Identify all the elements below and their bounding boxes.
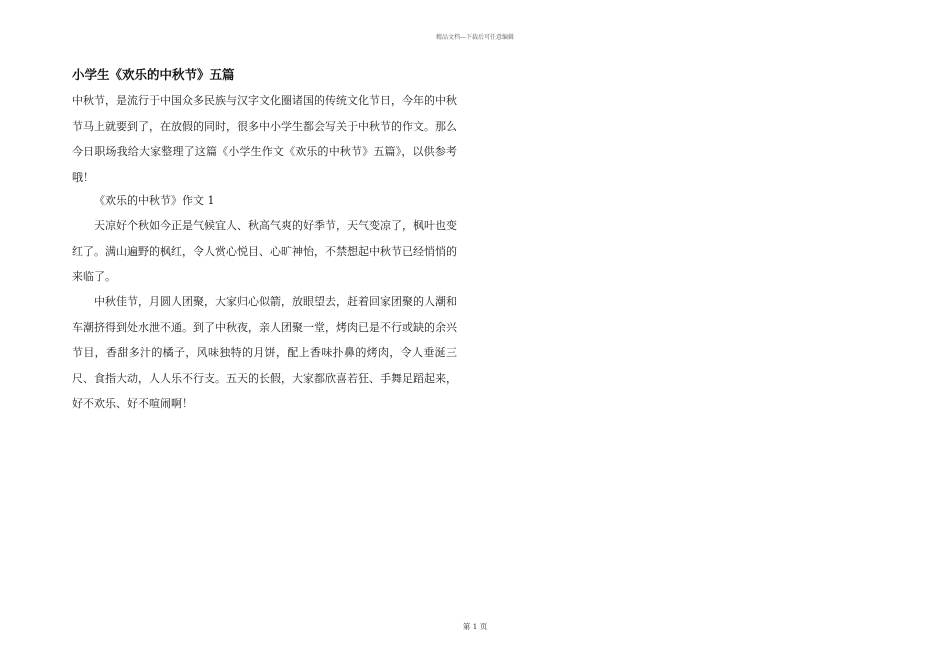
paragraph-two-section [72, 289, 457, 417]
page-number: 第 1 页 [462, 622, 488, 631]
intro-paragraph: 中秋节，是流行于中国众多民族与汉字文化圈诸国的传统文化节日，今年的中秋节马上就要到了，在放假的同时，很多中小学生都会写关于中秋节的作文。那么今日职场我给大家整理了这篇《小学生作文《欢乐的中秋节》五篇》，以供参考哦！ [72, 94, 457, 184]
intro-section [72, 88, 457, 190]
essay-title: 《欢乐的中秋节》作文 1 [94, 194, 215, 207]
paragraph-two: 中秋佳节，月圆人团聚，大家归心似箭，放眼望去，赶着回家团聚的人潮和车潮挤得到处水泄不通。到了中秋夜，亲人团聚一堂，烤肉已是不行或缺的余兴节目，香甜多汁的橘子，风味独特的月饼，配上香味扑鼻的烤肉，令人垂涎三尺、食指大动，人人乐不行支。五天的长假，大家都欣喜若狂、手舞足蹈起来，好不欢乐、好不喧闹啊！ [72, 295, 457, 410]
paragraph-one-section [72, 213, 457, 290]
page-header-note: 精品文档---下载后可任意编辑 [435, 34, 515, 41]
paragraph-one: 天凉好个秋如今正是气候宜人、秋高气爽的好季节，天气变凉了，枫叶也变红了。满山遍野的枫红，令人赏心悦目、心旷神怡，不禁想起中秋节已经悄悄的来临了。 [72, 219, 457, 283]
document-title: 小学生《欢乐的中秋节》五篇 [72, 67, 235, 82]
essay-title-section [72, 188, 457, 214]
